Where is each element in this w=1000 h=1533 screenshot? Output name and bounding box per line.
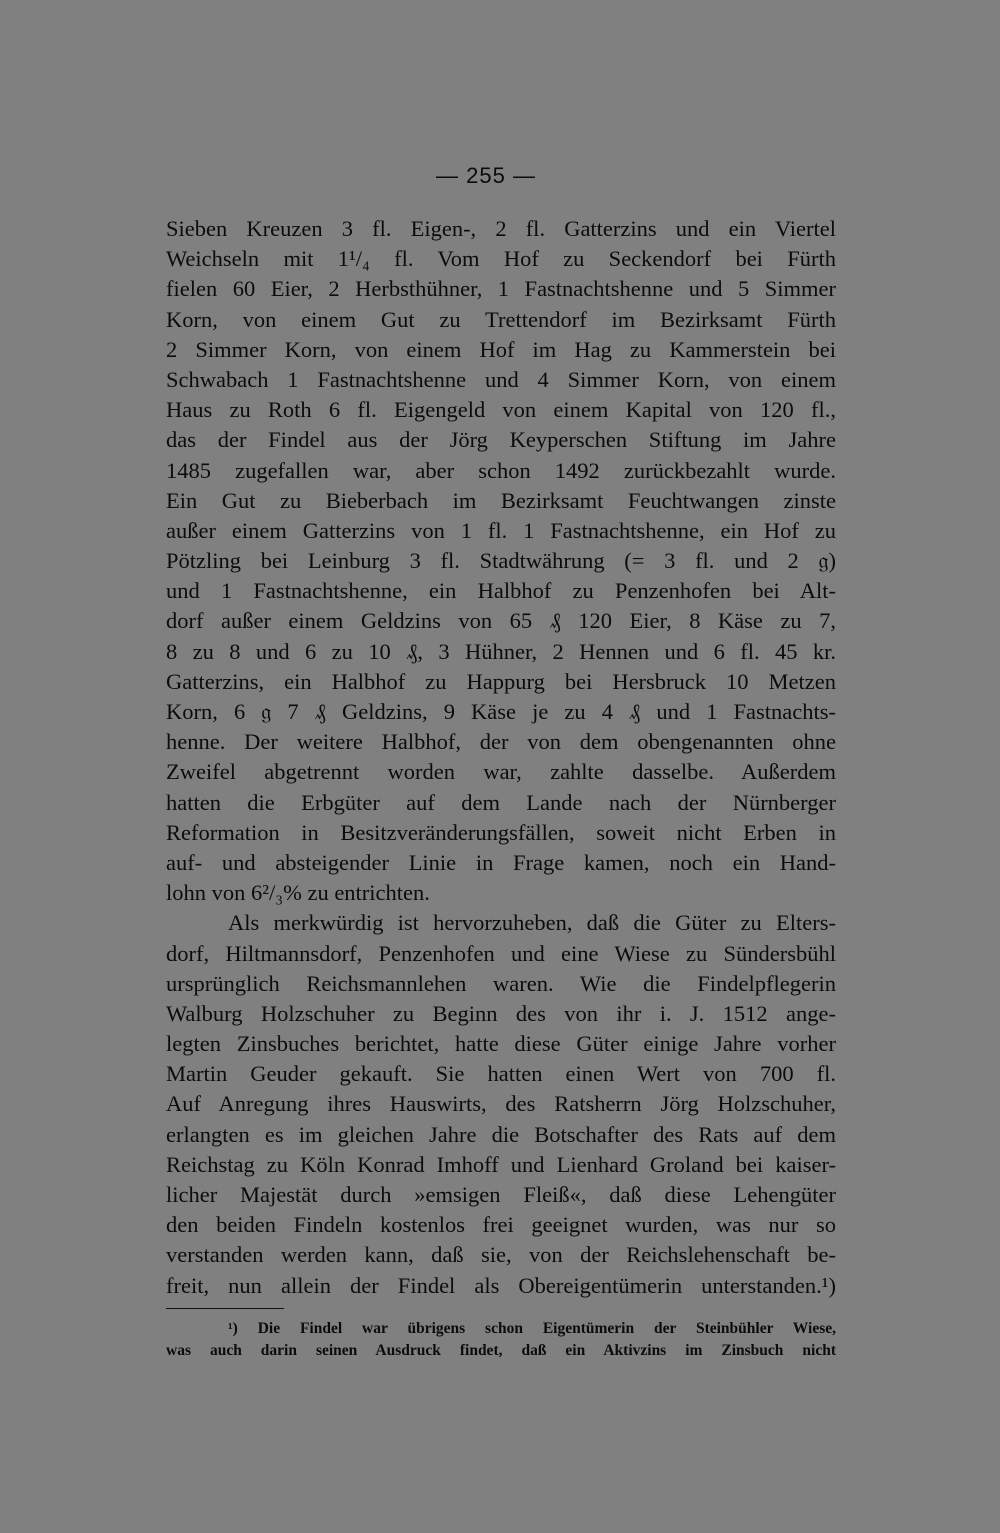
text-line: Reformation in Besitzveränderungsfällen, soweit nicht Erben in: [166, 819, 836, 845]
text-line: Zweifel abgetrennt worden war, zahlte dasselbe. Außerdem: [166, 759, 836, 785]
text-line: freit, nun allein der Findel als Obereigentümerin unterstanden.¹): [166, 1272, 836, 1298]
text-line: den beiden Findeln kostenlos frei geeignet wurden, was nur so: [166, 1212, 836, 1238]
text-line: legten Zinsbuches berichtet, hatte diese Güter einige Jahre vorher: [166, 1031, 836, 1057]
text-line: Reichstag zu Köln Konrad Imhoff und Lienhard Groland bei kaiser-: [166, 1151, 836, 1177]
text-line: licher Majestät durch »emsigen Fleiß«, daß diese Lehengüter: [166, 1182, 836, 1207]
text-line: hatten die Erbgüter auf dem Lande nach der Nürnberger: [166, 789, 836, 815]
text-line: Walburg Holzschuher zu Beginn des von ihr i. J. 1512 ange-: [166, 1000, 836, 1026]
text-line: Pötzling bei Leinburg 3 fl. Stadtwährung (= 3 fl. und 2 𝔤): [166, 548, 836, 574]
text-line: ursprünglich Reichsmannlehen waren. Wie die Findelpflegerin: [166, 970, 836, 996]
text-line: 2 Simmer Korn, von einem Hof im Hag zu Kammerstein bei: [166, 336, 836, 362]
text-line: 1485 zugefallen war, aber schon 1492 zurückbezahlt wurde.: [166, 457, 836, 483]
text-line: und 1 Fastnachtshenne, ein Halbhof zu Penzenhofen bei Alt-: [166, 578, 836, 604]
footnote-line: ¹) Die Findel war übrigens schon Eigentümerin der Steinbühler Wiese,: [228, 1320, 836, 1337]
text-line: dorf, Hiltmannsdorf, Penzenhofen und eine Wiese zu Sündersbühl: [166, 940, 836, 966]
footnote-block: [166, 1318, 836, 1362]
text-line: Haus zu Roth 6 fl. Eigengeld von einem Kapital von 120 fl.,: [166, 397, 836, 423]
text-line: Korn, 6 𝔤 7 ₰ Geldzins, 9 Käse je zu 4 ₰ und 1 Fastnachts-: [166, 699, 836, 724]
page-number: — 255 —: [436, 163, 536, 188]
text-line: fielen 60 Eier, 2 Herbsthühner, 1 Fastnachtshenne und 5 Simmer: [166, 276, 836, 302]
text-line: Korn, von einem Gut zu Trettendorf im Bezirksamt Fürth: [166, 306, 836, 332]
text-line: außer einem Gatterzins von 1 fl. 1 Fastnachtshenne, ein Hof zu: [166, 517, 836, 543]
text-line: henne. Der weitere Halbhof, der von dem obengenannten ohne: [166, 729, 836, 755]
text-line: Als merkwürdig ist hervorzuheben, daß die Güter zu Elters-: [228, 910, 836, 936]
text-line: Ein Gut zu Bieberbach im Bezirksamt Feuchtwangen zinste: [166, 487, 836, 513]
text-line: Martin Geuder gekauft. Sie hatten einen Wert von 700 fl.: [166, 1061, 836, 1087]
footnote-divider: [166, 1308, 284, 1309]
text-line: Gatterzins, ein Halbhof zu Happurg bei Hersbruck 10 Metzen: [166, 668, 836, 694]
text-line: Weichseln mit 1¹/₄ fl. Vom Hof zu Seckendorf bei Fürth: [166, 246, 836, 272]
text-line: 8 zu 8 und 6 zu 10 ₰, 3 Hühner, 2 Hennen und 6 fl. 45 kr.: [166, 638, 836, 664]
text-line: Sieben Kreuzen 3 fl. Eigen-, 2 fl. Gatterzins und ein Viertel: [166, 216, 836, 241]
text-line: Auf Anregung ihres Hauswirts, des Ratsherrn Jörg Holzschuher,: [166, 1091, 836, 1117]
main-text: [166, 214, 836, 1301]
text-line: verstanden werden kann, daß sie, von der Reichslehenschaft be-: [166, 1242, 836, 1268]
text-line: auf- und absteigender Linie in Frage kamen, noch ein Hand-: [166, 849, 836, 875]
text-line: erlangten es im gleichen Jahre die Botschafter des Rats auf dem: [166, 1121, 836, 1147]
text-line: Schwabach 1 Fastnachtshenne und 4 Simmer Korn, von einem: [166, 366, 836, 392]
footnote-line: was auch darin seinen Ausdruck findet, daß ein Aktivzins im Zinsbuch nicht: [166, 1342, 836, 1359]
text-line: dorf außer einem Geldzins von 65 ₰ 120 Eier, 8 Käse zu 7,: [166, 608, 836, 634]
text-line: lohn von 6²/₃% zu entrichten.: [166, 880, 430, 906]
text-line: das der Findel aus der Jörg Keyperschen Stiftung im Jahre: [166, 427, 836, 453]
